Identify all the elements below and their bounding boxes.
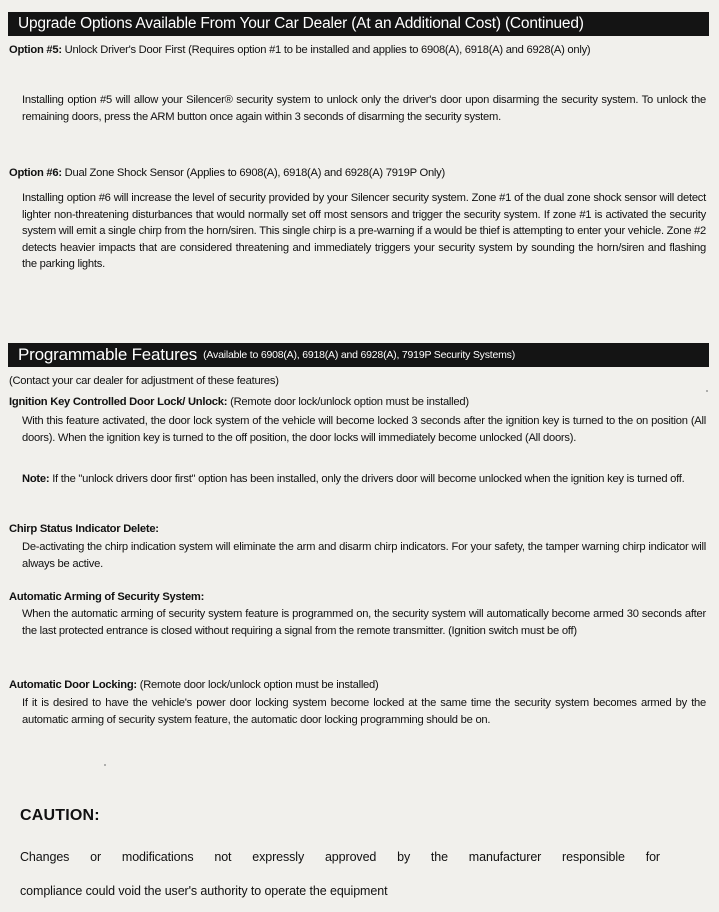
ignition-note <box>22 471 706 488</box>
auto-lock-heading <box>9 677 709 694</box>
programmable-features-title: Programmable Features <box>18 345 198 364</box>
auto-arm-body: When the automatic arming of security system feature is programmed on, the security system will automatically become armed 30 seconds after the last protected entrance is closed without requiring a signal from the remote transmitter. (Ignition switch must be off) <box>22 608 706 637</box>
auto-arm-heading <box>9 589 709 606</box>
caution-line-2: compliance could void the user's authority to operate the equipment <box>20 884 388 898</box>
chirp-body: De-activating the chirp indication system will eliminate the arm and disarm chirp indicators. For your safety, the tamper warning chirp indicator will always be active. <box>22 541 706 570</box>
ignition-label: Ignition Key Controlled Door Lock/ Unlock: <box>9 396 228 408</box>
auto-lock-body: If it is desired to have the vehicle's power door locking system become locked at the same time the security system becomes armed by the automatic arming of security system feature, the automatic door locking programming should be on. <box>22 697 706 726</box>
upgrade-options-banner <box>8 12 709 36</box>
ignition-heading-text: (Remote door lock/unlock option must be installed) <box>227 396 469 408</box>
option6-body: Installing option #6 will increase the level of security provided by your Silencer security system. Zone #1 of the dual zone shock sensor will detect lighter non-threatening disturbances that would normally set off most sensors and trigger the security system. If zone #1 is activated the security system will emit a single chirp from the horn/siren. This single chirp is a pre-warning if a would be thief is attempting to enter your vehicle. Zone #2 detects heavier impacts that are considered threatening and immediately triggers your security system by sounding the horn/siren and flashing the parking lights. <box>22 192 706 271</box>
option5-heading-text: Unlock Driver's Door First (Requires option #1 to be installed and applies to 6908(A), 6918(A) and 6928(A) only) <box>61 44 591 56</box>
programmable-features-subtitle: (Available to 6908(A), 6918(A) and 6928(A), 7919P Security Systems) <box>203 349 515 361</box>
option6-heading-text: Dual Zone Shock Sensor (Applies to 6908(A), 6918(A) and 6928(A) 7919P Only) <box>61 167 445 179</box>
option6-label: Option #6: <box>9 167 62 179</box>
auto-lock-label: Automatic Door Locking: <box>9 679 137 691</box>
caution-line-1: Changes or modifications not expressly approved by the manufacturer responsible for <box>20 850 660 864</box>
chirp-heading <box>9 521 709 538</box>
ignition-note-label: Note: <box>22 473 50 485</box>
ignition-body: With this feature activated, the door lock system of the vehicle will become locked 3 seconds after the ignition key is turned to the on position (All doors). When the ignition key is turned to the off position, the door locks will immediately become unlocked (All doors). <box>22 415 706 444</box>
ignition-heading <box>9 394 709 411</box>
caution-title: CAUTION: <box>20 807 100 824</box>
upgrade-options-title: Upgrade Options Available From Your Car Dealer (At an Additional Cost) (Continued) <box>18 15 584 32</box>
ignition-note-text: If the "unlock drivers door first" option has been installed, only the drivers door will become unlocked when the ignition key is turned off. <box>49 473 685 485</box>
scan-speck <box>706 390 708 392</box>
scan-speck <box>104 764 106 766</box>
option5-heading <box>9 42 709 59</box>
auto-lock-heading-text: (Remote door lock/unlock option must be installed) <box>136 679 379 691</box>
option5-label: Option #5: <box>9 44 62 56</box>
chirp-label: Chirp Status Indicator Delete: <box>9 523 159 535</box>
programmable-features-banner <box>8 343 709 367</box>
contact-note: (Contact your car dealer for adjustment of these features) <box>9 375 279 387</box>
option5-body: Installing option #5 will allow your Silencer® security system to unlock only the driver's door upon disarming the security system. To unlock the remaining doors, press the ARM button once again within 3 seconds of disarming the security system. <box>22 94 706 123</box>
auto-arm-label: Automatic Arming of Security System: <box>9 591 205 603</box>
option6-heading <box>9 165 709 182</box>
